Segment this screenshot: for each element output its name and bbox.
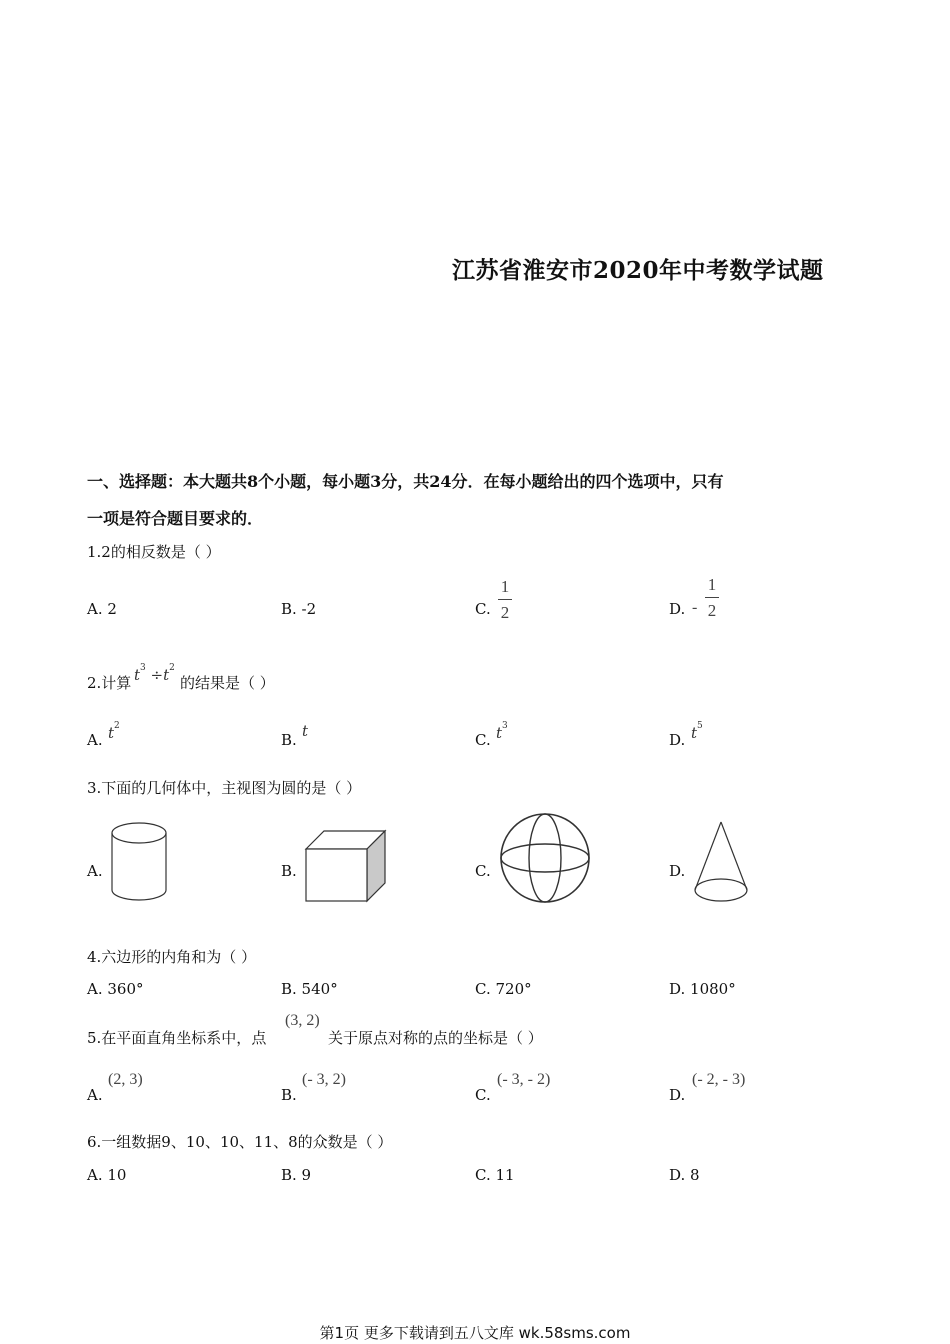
cube-figure <box>300 825 390 907</box>
q5-option-c-value: (- 3, - 2) <box>497 1071 551 1088</box>
q1-option-d-sign: - <box>692 599 698 616</box>
q5-option-c-label: C. <box>475 1086 491 1104</box>
q5-option-b-label: B. <box>281 1086 297 1104</box>
expr-exp-2: 2 <box>169 663 175 673</box>
q2-option-a-label: A. <box>87 731 103 749</box>
question-5-stem-pre: 5.在平面直角坐标系中，点 <box>87 1029 267 1047</box>
fraction-numerator: 1 <box>500 577 510 596</box>
q2-expression <box>134 663 175 684</box>
q5-option-a-value: (2, 3) <box>108 1071 143 1088</box>
q4-option-a: A. 360° <box>87 980 144 998</box>
expr-base: t <box>108 724 115 742</box>
fraction-denominator: 2 <box>500 603 510 622</box>
q2-option-c-label: C. <box>475 731 491 749</box>
page-title: 江苏省淮安市2020年中考数学试题 <box>452 257 824 284</box>
q6-option-a: A. 10 <box>87 1166 127 1184</box>
q3-option-a-label: A. <box>87 862 103 880</box>
question-2-stem-pre: 2.计算 <box>87 674 132 692</box>
q4-option-d: D. 1080° <box>669 980 736 998</box>
q1-option-c-fraction <box>498 578 512 621</box>
question-5-stem-post: 关于原点对称的点的坐标是（ ） <box>328 1029 543 1047</box>
fraction-numerator: 1 <box>707 575 717 594</box>
q6-option-b: B. 9 <box>281 1166 312 1184</box>
q2-option-c-expr <box>496 721 508 742</box>
q2-option-a-expr <box>108 721 120 742</box>
expr-base-1: t <box>134 666 141 684</box>
q1-option-d-label: D. <box>669 600 686 618</box>
q2-option-d-expr <box>691 721 703 742</box>
q3-option-b-label: B. <box>281 862 297 880</box>
q1-option-d-fraction <box>705 576 719 619</box>
q5-point: (3, 2) <box>285 1012 320 1029</box>
question-3-stem: 3.下面的几何体中，主视图为圆的是（ ） <box>87 779 362 797</box>
expr-base: t <box>691 724 698 742</box>
q5-option-b-value: (- 3, 2) <box>302 1071 346 1088</box>
section-heading-line1: 一、选择题：本大题共8个小题，每小题3分，共24分．在每小题给出的四个选项中，只有 <box>87 472 724 491</box>
q5-option-a-label: A. <box>87 1086 103 1104</box>
q2-option-b-label: B. <box>281 731 297 749</box>
q3-option-d-label: D. <box>669 862 686 880</box>
q3-option-c-label: C. <box>475 862 491 880</box>
expr-exp-1: 3 <box>140 663 146 673</box>
expr-exp: 3 <box>502 721 508 731</box>
q2-option-b-expr: t <box>302 722 309 740</box>
cylinder-figure <box>106 818 172 906</box>
expr-exp: 2 <box>114 721 120 731</box>
expr-base-2: t <box>163 666 170 684</box>
section-heading-line2: 一项是符合题目要求的． <box>87 509 264 528</box>
question-1-stem: 1.2的相反数是（ ） <box>87 543 221 561</box>
q4-option-b: B. 540° <box>281 980 338 998</box>
q4-option-c: C. 720° <box>475 980 532 998</box>
q6-option-d: D. 8 <box>669 1166 700 1184</box>
fraction-denominator: 2 <box>707 601 717 620</box>
question-2-stem-post: 的结果是（ ） <box>180 674 275 692</box>
cone-figure <box>690 818 752 906</box>
sphere-figure <box>497 811 593 905</box>
question-6-stem: 6.一组数据9、10、10、11、8的众数是（ ） <box>87 1133 393 1151</box>
q1-option-c-label: C. <box>475 600 491 618</box>
expr-exp: 5 <box>697 721 703 731</box>
q5-option-d-label: D. <box>669 1086 686 1104</box>
question-4-stem: 4.六边形的内角和为（ ） <box>87 948 257 966</box>
q1-option-b: B. -2 <box>281 600 317 618</box>
q6-option-c: C. 11 <box>475 1166 515 1184</box>
q1-option-a: A. 2 <box>87 600 117 618</box>
expr-operator: ÷ <box>150 666 164 684</box>
q5-option-d-value: (- 2, - 3) <box>692 1071 746 1088</box>
page-footer: 第1页 更多下载请到五八文库 wk.58sms.com <box>319 1324 631 1342</box>
q2-option-d-label: D. <box>669 731 686 749</box>
expr-base: t <box>496 724 503 742</box>
